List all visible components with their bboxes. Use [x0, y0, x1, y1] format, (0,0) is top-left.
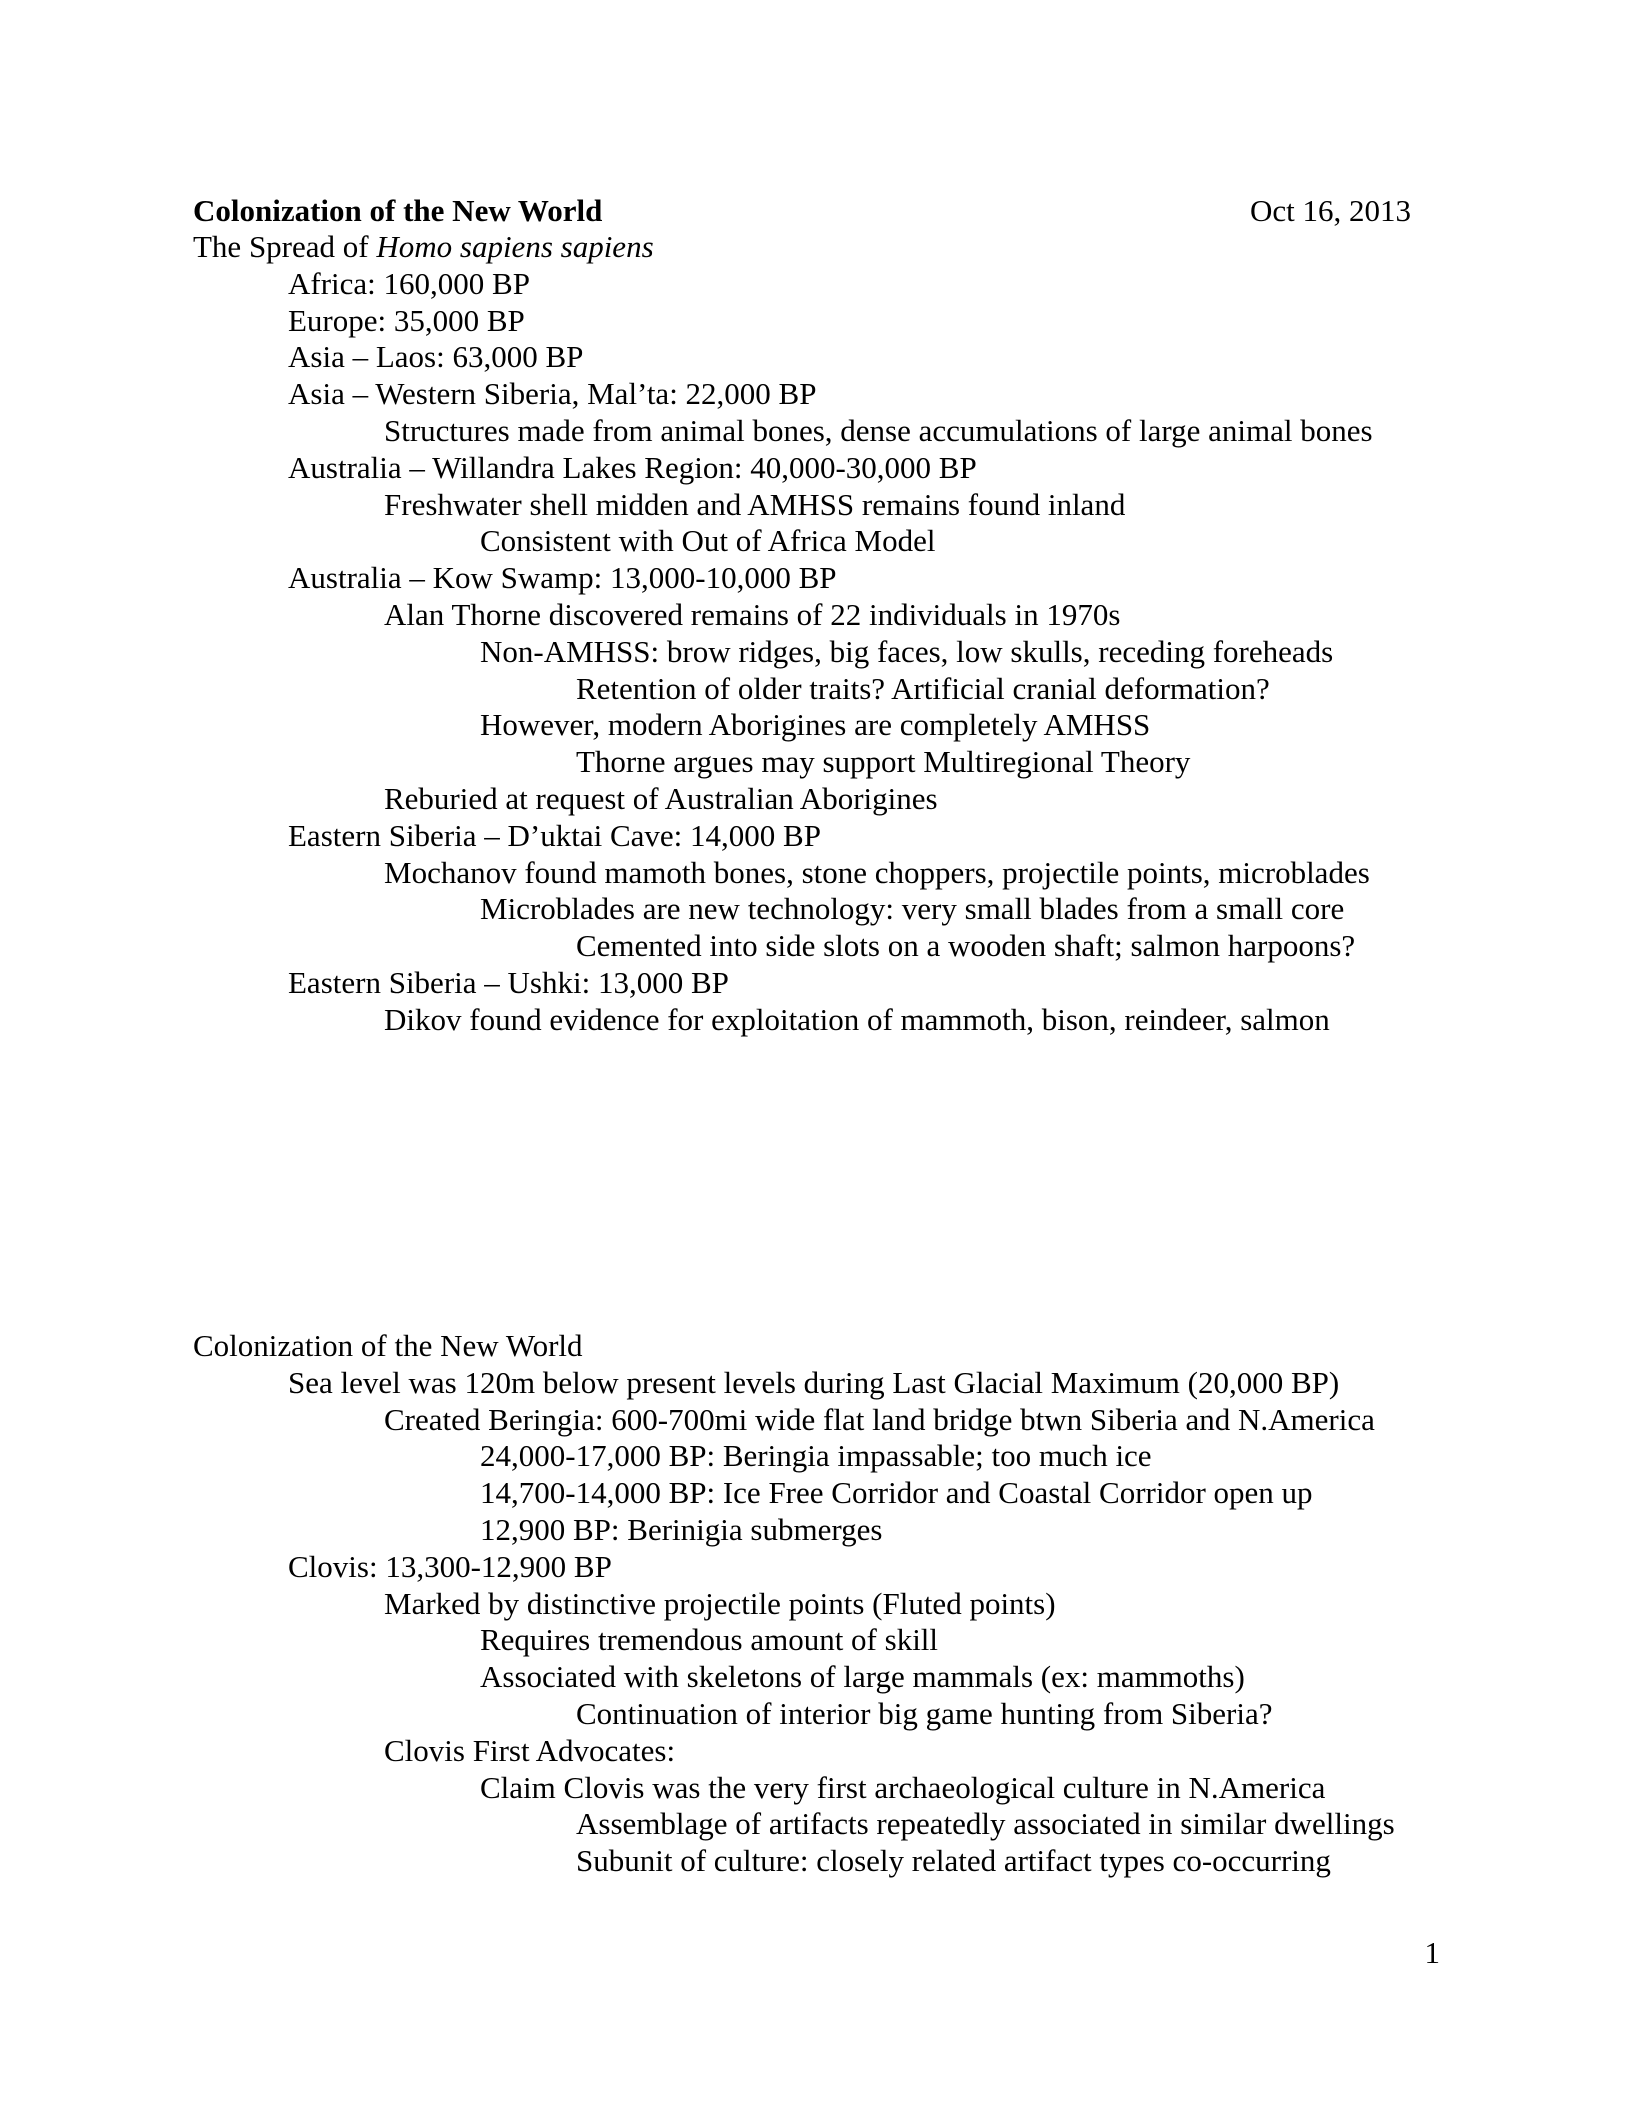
outline-line: Microblades are new technology: very small blades from a small core: [480, 891, 1345, 927]
outline-line: Requires tremendous amount of skill: [480, 1622, 939, 1658]
outline-section-colonization: [193, 1328, 1453, 1880]
outline-line: Associated with skeletons of large mammals (ex: mammoths): [480, 1659, 1245, 1695]
outline-line: Alan Thorne discovered remains of 22 individuals in 1970s: [384, 596, 1121, 632]
outline-line: Retention of older traits? Artificial cranial deformation?: [576, 670, 1270, 706]
outline-line: Asia – Laos: 63,000 BP: [288, 339, 584, 375]
outline-line: However, modern Aborigines are completely AMHSS: [480, 707, 1151, 743]
outline-line: Colonization of the New World: [193, 1328, 583, 1363]
outline-line: 14,700-14,000 BP: Ice Free Corridor and Coastal Corridor open up: [480, 1475, 1313, 1511]
outline-line: Sea level was 120m below present levels during Last Glacial Maximum (20,000 BP): [288, 1364, 1340, 1400]
outline-line: Consistent with Out of Africa Model: [480, 523, 936, 559]
document-header: [193, 192, 1411, 229]
line-text: The Spread of: [193, 229, 377, 264]
outline-line: Assemblage of artifacts repeatedly associated in similar dwellings: [576, 1806, 1395, 1842]
outline-line: Clovis: 13,300-12,900 BP: [288, 1548, 612, 1584]
outline-line: Subunit of culture: closely related artifact types co-occurring: [576, 1843, 1331, 1879]
outline-line: Eastern Siberia – Ushki: 13,000 BP: [288, 964, 729, 1000]
outline-line: Dikov found evidence for exploitation of mammoth, bison, reindeer, salmon: [384, 1001, 1330, 1037]
outline-line: Reburied at request of Australian Aborigines: [384, 780, 938, 816]
outline-line: Clovis First Advocates:: [384, 1732, 676, 1768]
outline-line: Marked by distinctive projectile points (Fluted points): [384, 1585, 1056, 1621]
italic-text: Homo sapiens sapiens: [376, 229, 654, 264]
outline-line: [193, 229, 1453, 266]
outline-line: Africa: 160,000 BP: [288, 265, 530, 301]
document-date: Oct 16, 2013: [1249, 193, 1411, 228]
outline-line: Structures made from animal bones, dense accumulations of large animal bones: [384, 412, 1373, 448]
outline-line: Non-AMHSS: brow ridges, big faces, low skulls, receding foreheads: [480, 633, 1334, 669]
document-title: Colonization of the New World: [193, 193, 603, 228]
outline-line: Asia – Western Siberia, Mal’ta: 22,000 BP: [288, 376, 817, 412]
outline-line: Freshwater shell midden and AMHSS remains found inland: [384, 486, 1126, 522]
outline-line: Mochanov found mamoth bones, stone choppers, projectile points, microblades: [384, 854, 1370, 890]
outline-section-spread-of-homo-sapiens: [193, 229, 1453, 1039]
outline-line: Europe: 35,000 BP: [288, 302, 525, 338]
outline-line: Created Beringia: 600-700mi wide flat land bridge btwn Siberia and N.America: [384, 1401, 1375, 1437]
outline-line: Continuation of interior big game hunting from Siberia?: [576, 1695, 1273, 1731]
outline-line: 24,000-17,000 BP: Beringia impassable; too much ice: [480, 1438, 1152, 1474]
outline-line: Thorne argues may support Multiregional Theory: [576, 744, 1191, 780]
page-number: 1: [1424, 1935, 1440, 1970]
outline-line: Claim Clovis was the very first archaeological culture in N.America: [480, 1769, 1326, 1805]
outline-line: Australia – Willandra Lakes Region: 40,000-30,000 BP: [288, 449, 977, 485]
outline-line: Cemented into side slots on a wooden shaft; salmon harpoons?: [576, 928, 1356, 964]
outline-line: 12,900 BP: Berinigia submerges: [480, 1511, 883, 1547]
outline-line: Eastern Siberia – D’uktai Cave: 14,000 BP: [288, 817, 821, 853]
outline-line: Australia – Kow Swamp: 13,000-10,000 BP: [288, 560, 837, 596]
